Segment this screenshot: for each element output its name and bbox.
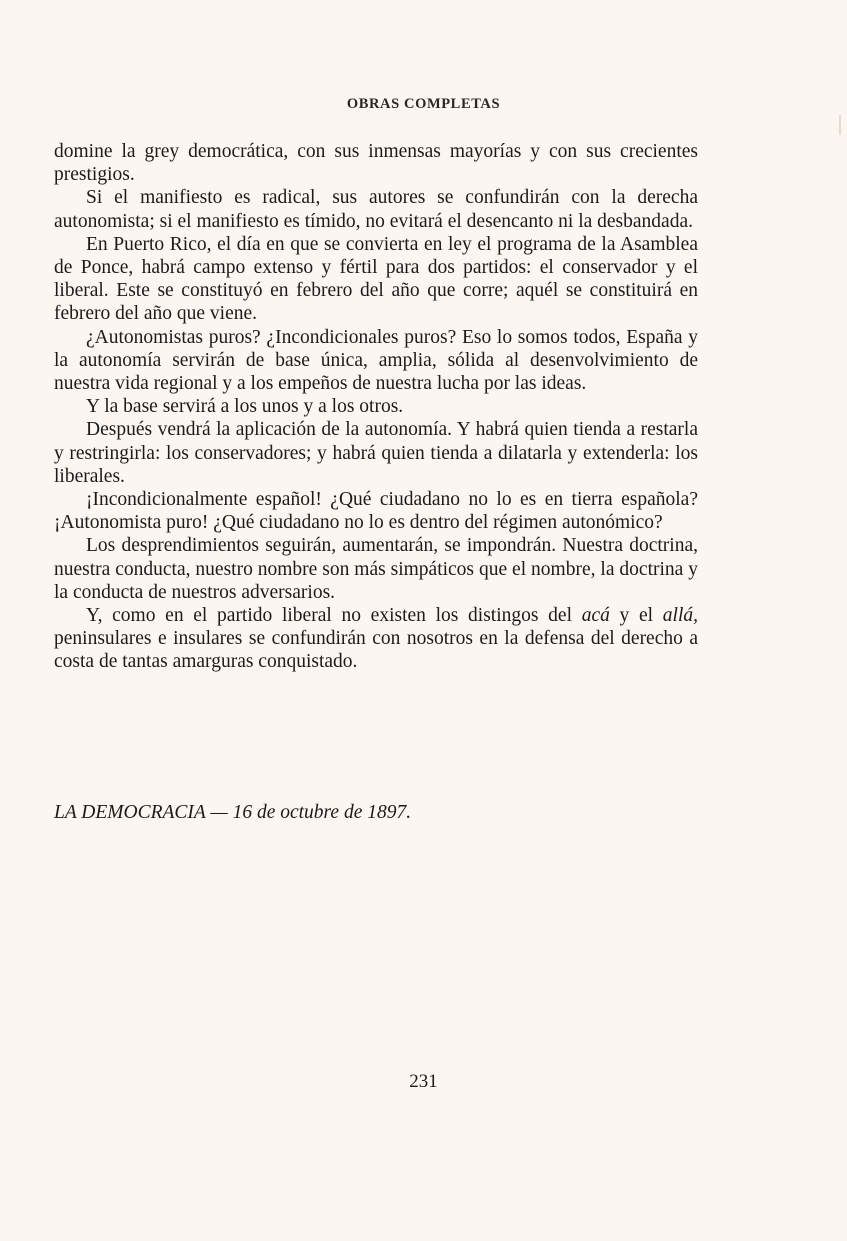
page-number: 231 xyxy=(409,1071,438,1092)
paragraph-9 xyxy=(54,604,698,674)
paragraph-3: En Puerto Rico, el día en que se convierta en ley el programa de la Asamblea de Ponce, habrá campo extenso y fértil para dos partidos: el conservador y el liberal. Este se constituyó en febrero del año que corre; aquél se constituirá en febrero del año que viene. xyxy=(54,233,698,325)
paragraph-7: ¡Incondicionalmente español! ¿Qué ciudadano no lo es en tierra española? ¡Autonomista puro! ¿Qué ciudadano no lo es dentro del régimen autonómico? xyxy=(54,489,698,534)
paragraph-9-text-middle: y el xyxy=(609,605,663,627)
paragraph-4: ¿Autonomistas puros? ¿Incondicionales puros? Eso lo somos todos, España y la autonomía servirán de base única, amplia, sólida al desenvolvimiento de nuestra vida regional y a los empeños de nuestra lucha por las ideas. xyxy=(54,326,698,395)
paper-edge-mark xyxy=(839,115,841,135)
italic-word-aca: acá xyxy=(581,605,610,627)
paragraph-8: Los desprendimientos seguirán, aumentarán, se impondrán. Nuestra doctrina, nuestra conducta, nuestro nombre son más simpáticos que el nombre, la doctrina y la conducta de nuestros adversarios. xyxy=(54,535,698,603)
paragraph-9-text-before: Y, como en el partido liberal no existen los distingos del xyxy=(86,605,582,627)
italic-word-alla: allá, xyxy=(662,605,698,627)
paragraph-2: Si el manifiesto es radical, sus autores se confundirán con la derecha autonomista; si el manifiesto es tímido, no evitará el desencanto ni la desbandada. xyxy=(54,187,698,232)
paragraph-6: Después vendrá la aplicación de la autonomía. Y habrá quien tienda a restarla y restringirla: los conservadores; y habrá quien tienda a dilatarla y extenderla: los liberales. xyxy=(54,419,698,487)
paragraph-5: Y la base servirá a los unos y a los otros. xyxy=(86,396,404,418)
running-head: OBRAS COMPLETAS xyxy=(346,96,501,112)
article-body xyxy=(54,140,698,674)
paragraph-9-text-after: peninsulares e insulares se confundirán con nosotros en la defensa del derecho a costa de tantas amarguras conquistado. xyxy=(54,628,698,673)
source-signature: LA DEMOCRACIA — 16 de octubre de 1897. xyxy=(54,802,412,823)
paragraph-1: domine la grey democrática, con sus inmensas mayorías y con sus crecientes prestigios. xyxy=(54,141,698,186)
